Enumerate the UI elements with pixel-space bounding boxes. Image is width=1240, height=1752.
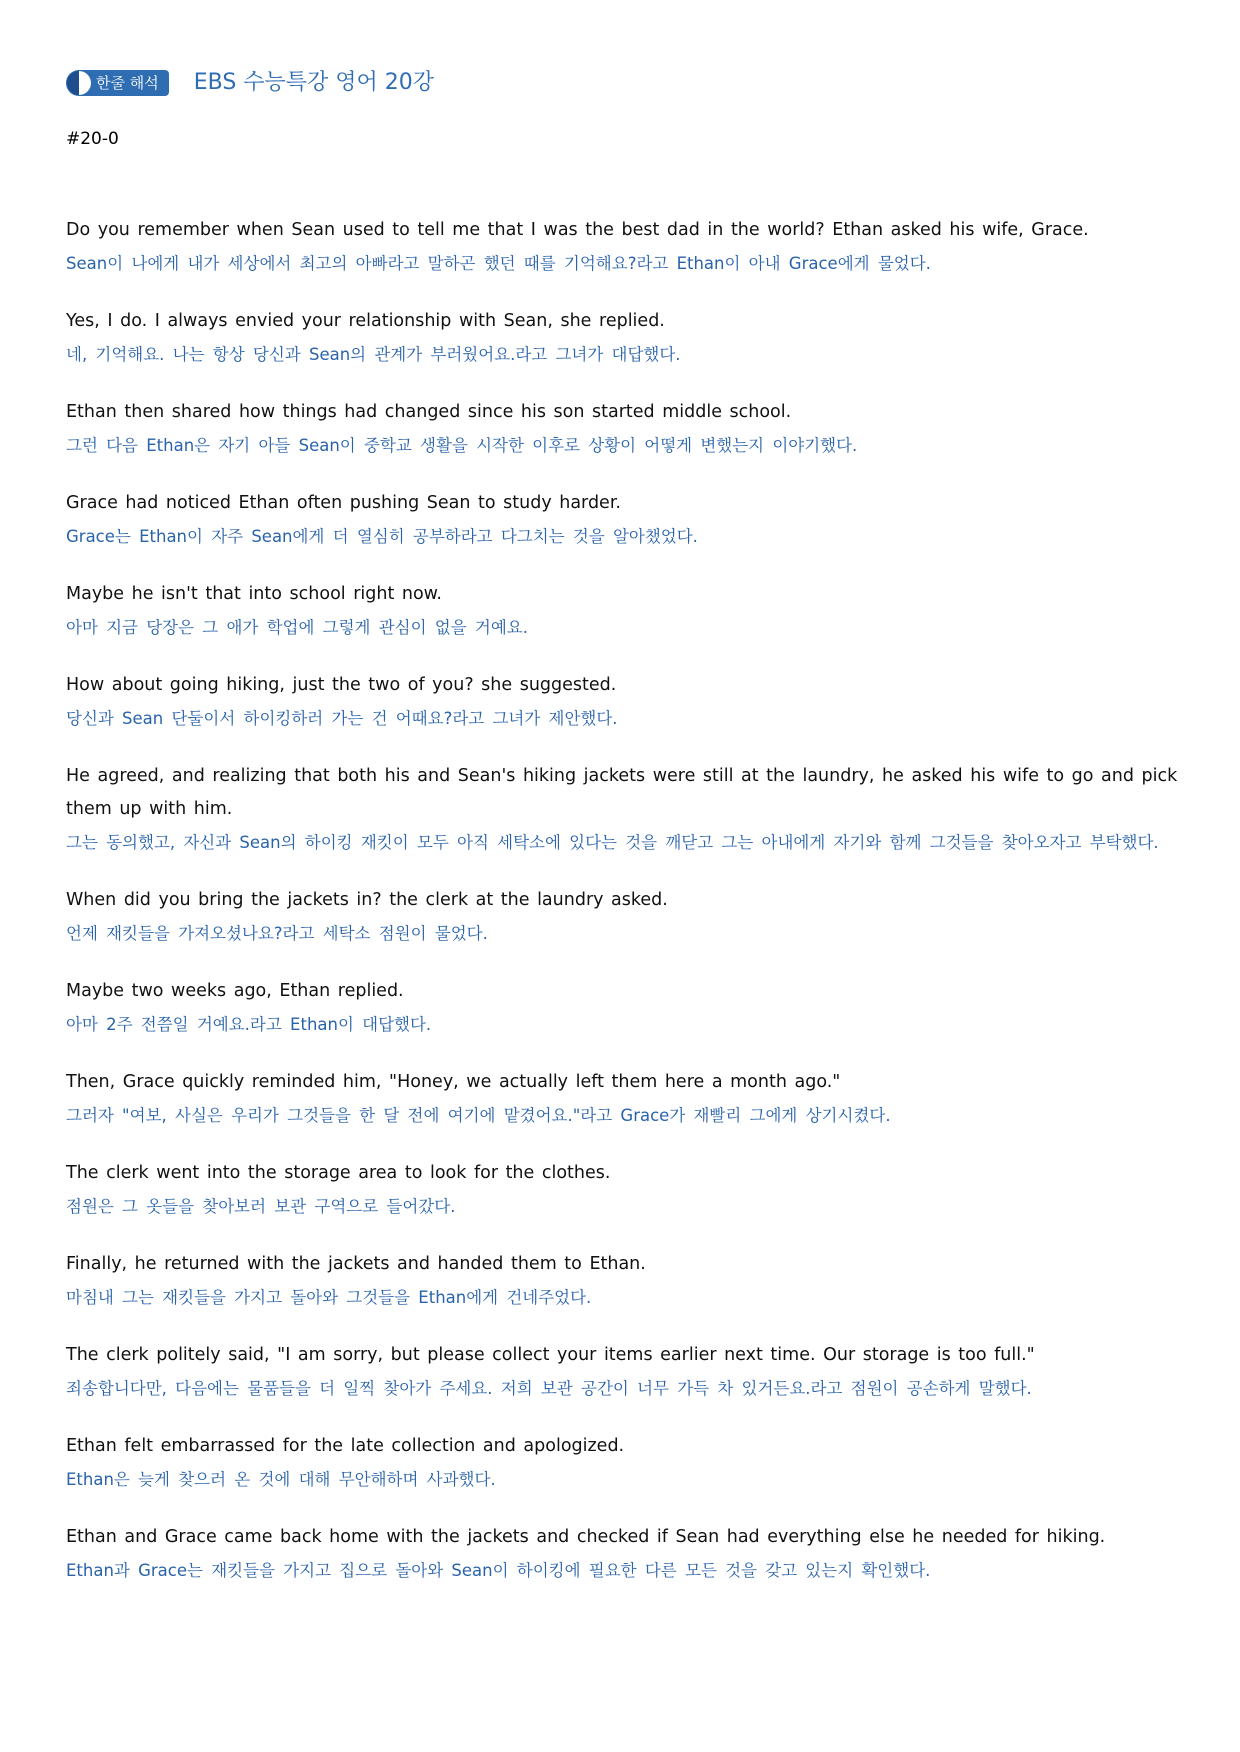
sentence-pair	[66, 669, 1186, 735]
sentence-pair	[66, 1066, 1186, 1132]
korean-translation: 아마 지금 당장은 그 애가 학업에 그렇게 관심이 없을 거예요.	[66, 618, 528, 637]
header	[66, 68, 434, 98]
korean-translation: 아마 2주 전쯤일 거예요.라고 Ethan이 대답했다.	[66, 1015, 432, 1034]
english-sentence: Ethan and Grace came back home with the jackets and checked if Sean had everything else he needed for hiking.	[66, 1527, 1106, 1547]
korean-translation: 네, 기억해요. 나는 항상 당신과 Sean의 관계가 부러웠어요.라고 그녀가 대답했다.	[66, 345, 681, 364]
section-badge	[66, 70, 169, 96]
korean-translation: 언제 재킷들을 가져오셨나요?라고 세탁소 점원이 물었다.	[66, 924, 488, 943]
korean-translation: 죄송합니다만, 다음에는 물품들을 더 일찍 찾아가 주세요. 저희 보관 공간이 너무 가득 차 있거든요.라고 점원이 공손하게 말했다.	[66, 1379, 1032, 1398]
english-sentence: Ethan felt embarrassed for the late collection and apologized.	[66, 1436, 625, 1456]
english-sentence: Grace had noticed Ethan often pushing Sean to study harder.	[66, 493, 621, 513]
english-sentence: Finally, he returned with the jackets and handed them to Ethan.	[66, 1254, 646, 1274]
korean-translation: 그런 다음 Ethan은 자기 아들 Sean이 중학교 생활을 시작한 이후로 상황이 어떻게 변했는지 이야기했다.	[66, 436, 858, 455]
korean-translation: 점원은 그 옷들을 찾아보러 보관 구역으로 들어갔다.	[66, 1197, 456, 1216]
sentence-pair	[66, 578, 1186, 644]
english-sentence: When did you bring the jackets in? the clerk at the laundry asked.	[66, 890, 668, 910]
korean-translation: 그는 동의했고, 자신과 Sean의 하이킹 재킷이 모두 아직 세탁소에 있다는 것을 깨닫고 그는 아내에게 자기와 함께 그것들을 찾아오자고 부탁했다.	[66, 833, 1159, 852]
english-sentence: Maybe two weeks ago, Ethan replied.	[66, 981, 404, 1001]
sentence-pair	[66, 1339, 1186, 1405]
english-sentence: Then, Grace quickly reminded him, "Honey, we actually left them here a month ago."	[66, 1072, 841, 1092]
korean-translation: 당신과 Sean 단둘이서 하이킹하러 가는 건 어때요?라고 그녀가 제안했다.	[66, 709, 618, 728]
sentence-pair	[66, 1248, 1186, 1314]
sentence-pair	[66, 487, 1186, 553]
sentence-list	[66, 214, 1186, 1612]
korean-translation: Ethan은 늦게 찾으러 온 것에 대해 무안해하며 사과했다.	[66, 1470, 496, 1489]
english-sentence: Ethan then shared how things had changed since his son started middle school.	[66, 402, 792, 422]
sentence-pair	[66, 975, 1186, 1041]
sentence-pair	[66, 884, 1186, 950]
sentence-pair	[66, 214, 1186, 280]
sentence-pair	[66, 1157, 1186, 1223]
page-title: EBS 수능특강 영어 20강	[193, 70, 435, 95]
english-sentence: He agreed, and realizing that both his and Sean's hiking jackets were still at the laundry, he asked his wife to go and pick them up with him.	[66, 766, 1178, 819]
badge-label: 한줄 해석	[96, 74, 159, 92]
english-sentence: The clerk politely said, "I am sorry, but please collect your items earlier next time. Our storage is too full."	[66, 1345, 1035, 1365]
korean-translation: Sean이 나에게 내가 세상에서 최고의 아빠라고 말하곤 했던 때를 기억해요?라고 Ethan이 아내 Grace에게 물었다.	[66, 254, 931, 273]
sentence-pair	[66, 396, 1186, 462]
korean-translation: 마침내 그는 재킷들을 가지고 돌아와 그것들을 Ethan에게 건네주었다.	[66, 1288, 592, 1307]
english-sentence: How about going hiking, just the two of you? she suggested.	[66, 675, 617, 695]
lesson-code: #20-0	[66, 129, 119, 149]
english-sentence: Yes, I do. I always envied your relationship with Sean, she replied.	[66, 311, 665, 331]
sentence-pair	[66, 305, 1186, 371]
korean-translation: 그러자 "여보, 사실은 우리가 그것들을 한 달 전에 여기에 맡겼어요."라고 Grace가 재빨리 그에게 상기시켰다.	[66, 1106, 891, 1125]
half-circle-icon	[66, 70, 92, 96]
korean-translation: Grace는 Ethan이 자주 Sean에게 더 열심히 공부하라고 다그치는 것을 알아챘었다.	[66, 527, 698, 546]
english-sentence: Do you remember when Sean used to tell me that I was the best dad in the world? Ethan asked his wife, Grace.	[66, 220, 1089, 240]
english-sentence: Maybe he isn't that into school right now.	[66, 584, 442, 604]
sentence-pair	[66, 760, 1186, 859]
english-sentence: The clerk went into the storage area to look for the clothes.	[66, 1163, 611, 1183]
sentence-pair	[66, 1430, 1186, 1496]
sentence-pair	[66, 1521, 1186, 1587]
korean-translation: Ethan과 Grace는 재킷들을 가지고 집으로 돌아와 Sean이 하이킹에 필요한 다른 모든 것을 갖고 있는지 확인했다.	[66, 1561, 931, 1580]
